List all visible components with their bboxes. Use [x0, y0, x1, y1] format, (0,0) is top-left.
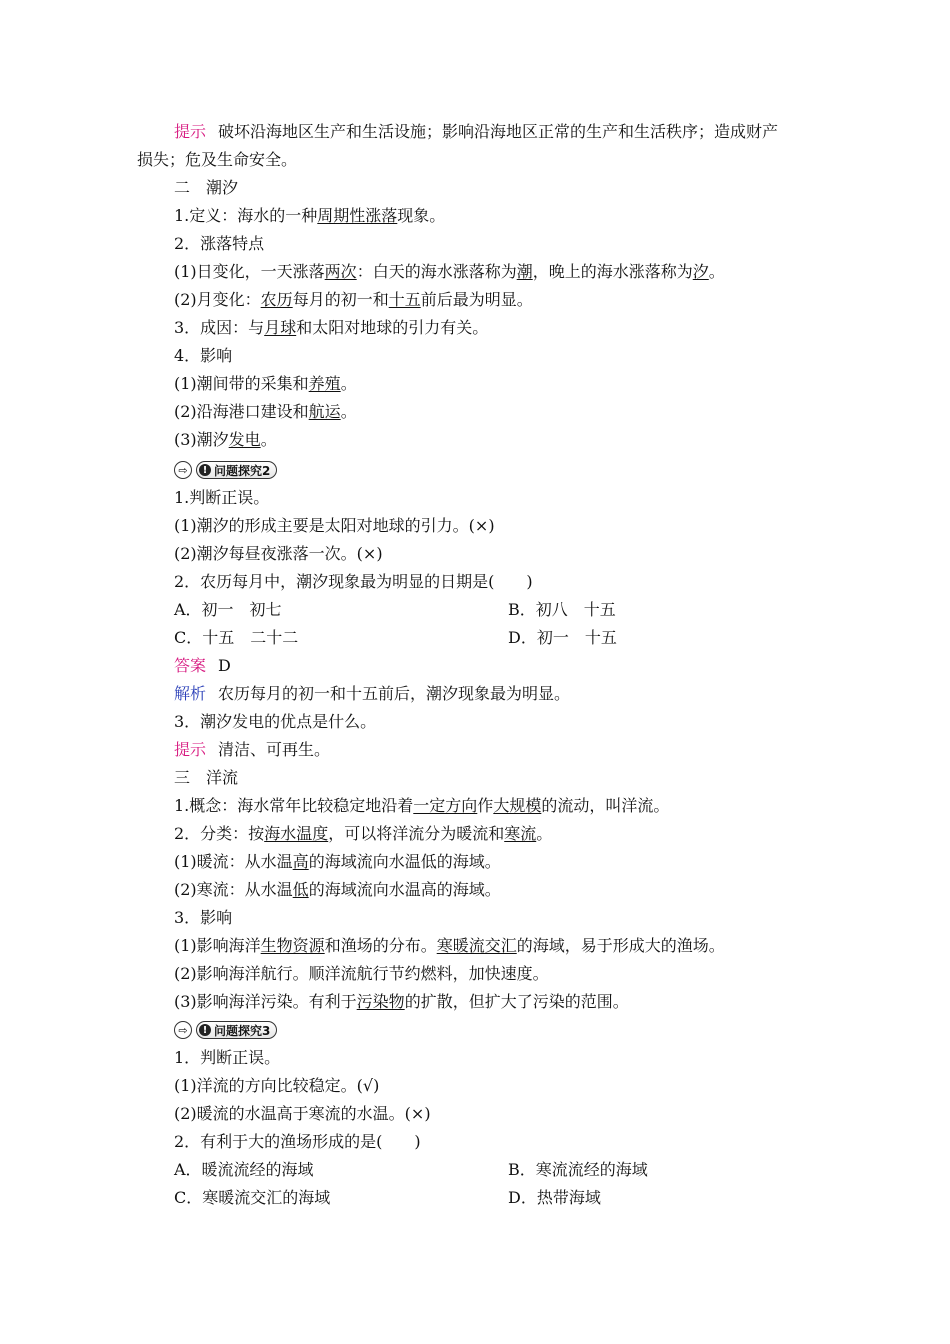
tide-features-heading: 2．涨落特点: [174, 234, 265, 253]
option-a: A．初一 初七: [174, 600, 282, 619]
judge-heading: 1.判断正误。: [174, 488, 270, 507]
judge-item-1: (1)潮汐的形成主要是太阳对地球的引力。(×): [174, 516, 495, 535]
text: (2)沿海港口建设和: [174, 402, 309, 421]
underlined-term: 寒暖流交汇: [436, 936, 517, 955]
arrow-right-icon: ⇨: [174, 1021, 192, 1039]
underlined-term: 海水温度: [264, 824, 329, 843]
underlined-term: 高: [292, 852, 309, 871]
section-heading-current: 三 洋流: [174, 768, 239, 787]
cold-current: [174, 876, 501, 904]
current-concept: [174, 792, 669, 820]
text: 每月的初一和: [292, 290, 389, 309]
text: ，晚上的海水涨落称为: [532, 262, 693, 281]
text: (3)影响海洋污染。有利于: [174, 992, 357, 1011]
option-a: A．暖流流经的海域: [174, 1160, 314, 1179]
text: 3．成因：与: [174, 318, 265, 337]
text: (1)潮间带的采集和: [174, 374, 309, 393]
arrow-right-icon: ⇨: [174, 461, 192, 479]
judge-item-2: (2)潮汐每昼夜涨落一次。(×): [174, 544, 383, 563]
section-heading-tide: 二 潮汐: [174, 178, 239, 197]
question-explore-badge-3: [174, 1020, 277, 1040]
hint-text-cont: 损失；危及生命安全。: [137, 150, 298, 169]
current-influence-1: [174, 932, 725, 960]
tide-influence-2: [174, 398, 357, 426]
hint-line-2: [137, 146, 297, 174]
underlined-term: 生物资源: [260, 936, 325, 955]
underlined-term: 农历: [260, 290, 293, 309]
text: 。: [536, 824, 553, 843]
tip-line: [174, 736, 330, 764]
badge-box: [196, 461, 277, 479]
underlined-term: 潮: [516, 262, 533, 281]
underlined-term: 航运: [308, 402, 341, 421]
text: (2)寒流：从水温: [174, 880, 293, 899]
underlined-term: 养殖: [308, 374, 341, 393]
text: 前后最为明显。: [420, 290, 533, 309]
option-d: D．初一 十五: [508, 628, 617, 647]
text: ：白天的海水涨落称为: [356, 262, 517, 281]
option-b: B．初八 十五: [508, 600, 616, 619]
option-b: B．寒流流经的海域: [508, 1160, 648, 1179]
text: 。: [708, 262, 725, 281]
tip-label: 提示: [174, 740, 207, 759]
underlined-term: 汐: [692, 262, 709, 281]
underlined-term: 月球: [264, 318, 297, 337]
tide-influence-heading: 4．影响: [174, 346, 233, 365]
badge-label: 问题探究3: [214, 1023, 271, 1038]
text: 。: [340, 402, 357, 421]
current-classification: [174, 820, 552, 848]
tide-monthly-change: [174, 286, 533, 314]
text: 1.定义：海水的一种: [174, 206, 318, 225]
answer-label: 答案: [174, 656, 207, 675]
explanation-label: 解析: [174, 684, 207, 703]
underlined-term: 周期性涨落: [317, 206, 398, 225]
answer-value: D: [218, 656, 231, 675]
judge-heading-3: 1．判断正误。: [174, 1048, 281, 1067]
question-3: 3．潮汐发电的优点是什么。: [174, 712, 377, 731]
text: 的海域流向水温低的海域。: [308, 852, 501, 871]
hint-line-1: [174, 118, 778, 146]
question-2: 2．农历每月中，潮汐现象最为明显的日期是( ): [174, 572, 533, 591]
underlined-term: 十五: [388, 290, 421, 309]
text: 1.概念：海水常年比较稳定地沿着: [174, 796, 414, 815]
current-influence-heading: 3．影响: [174, 908, 233, 927]
option-c: C．十五 二十二: [174, 628, 299, 647]
explanation-text: 农历每月的初一和十五前后，潮汐现象最为明显。: [218, 684, 571, 703]
text: 现象。: [397, 206, 446, 225]
hint-text: 破坏沿海地区生产和生活设施；影响沿海地区正常的生产和生活秩序；造成财产: [218, 122, 779, 141]
tide-influence-1: [174, 370, 357, 398]
explanation-line: [174, 680, 570, 708]
exclamation-icon: !: [199, 464, 211, 476]
underlined-term: 寒流: [504, 824, 537, 843]
underlined-term: 发电: [228, 430, 261, 449]
text: 。: [260, 430, 277, 449]
underlined-term: 大规模: [493, 796, 542, 815]
text: 的海域，易于形成大的渔场。: [516, 936, 725, 955]
text: (1)暖流：从水温: [174, 852, 293, 871]
text: 和渔场的分布。: [324, 936, 437, 955]
option-d: D．热带海域: [508, 1188, 601, 1207]
question-explore-badge-2: [174, 460, 277, 480]
text: 的海域流向水温高的海域。: [308, 880, 501, 899]
underlined-term: 污染物: [356, 992, 405, 1011]
text: 的扩散，但扩大了污染的范围。: [404, 992, 629, 1011]
badge-label: 问题探究2: [214, 463, 271, 478]
underlined-term: 两次: [324, 262, 357, 281]
text: (1)日变化，一天涨落: [174, 262, 325, 281]
current-influence-2: (2)影响海洋航行。顺洋流航行节约燃料，加快速度。: [174, 964, 549, 983]
question-3-2: 2．有利于大的渔场形成的是( ): [174, 1132, 421, 1151]
text: 和太阳对地球的引力有关。: [296, 318, 489, 337]
exclamation-icon: !: [199, 1024, 211, 1036]
text: (3)潮汐: [174, 430, 229, 449]
judge-item-3-2: (2)暖流的水温高于寒流的水温。(×): [174, 1104, 431, 1123]
text: (1)影响海洋: [174, 936, 261, 955]
tide-definition: [174, 202, 445, 230]
answer-line: [174, 652, 231, 680]
underlined-term: 一定方向: [413, 796, 478, 815]
text: 。: [340, 374, 357, 393]
text: 作: [477, 796, 494, 815]
hint-label: 提示: [174, 122, 207, 141]
tide-influence-3: [174, 426, 277, 454]
option-c: C．寒暖流交汇的海域: [174, 1188, 331, 1207]
text: 2．分类：按: [174, 824, 265, 843]
warm-current: [174, 848, 501, 876]
current-influence-3: [174, 988, 629, 1016]
badge-box: [196, 1021, 277, 1039]
tip-text: 清洁、可再生。: [218, 740, 331, 759]
text: (2)月变化：: [174, 290, 261, 309]
judge-item-3-1: (1)洋流的方向比较稳定。(√): [174, 1076, 380, 1095]
text: ，可以将洋流分为暖流和: [328, 824, 505, 843]
tide-cause: [174, 314, 488, 342]
tide-daily-change: [174, 258, 725, 286]
underlined-term: 低: [292, 880, 309, 899]
text: 的流动，叫洋流。: [541, 796, 670, 815]
